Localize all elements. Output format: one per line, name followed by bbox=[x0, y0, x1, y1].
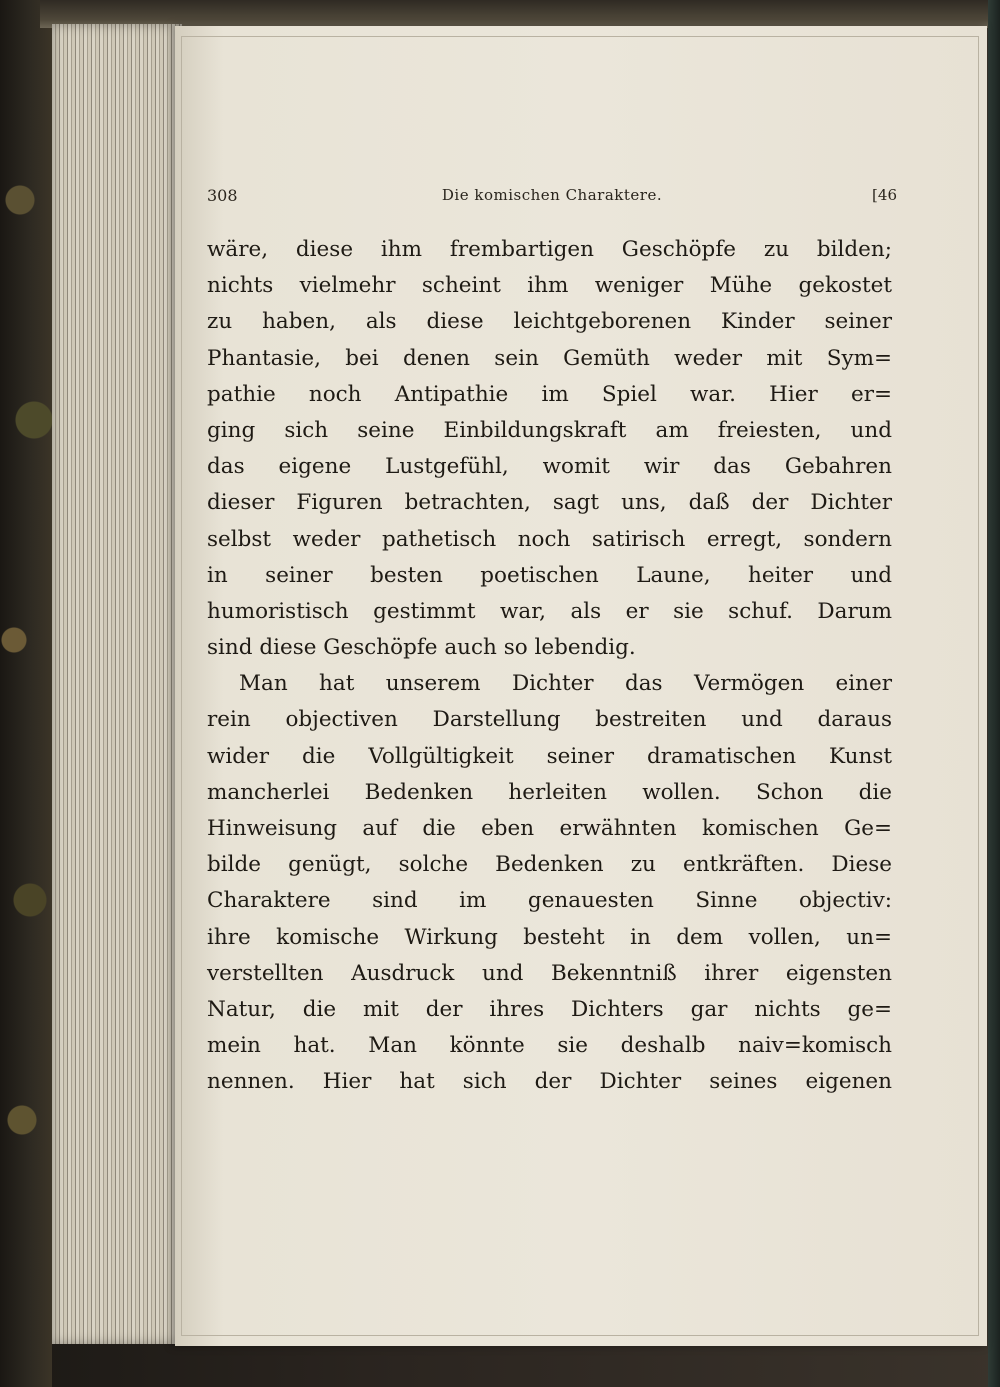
page-number: 308 bbox=[207, 186, 238, 205]
text-line: nennen. Hier hat sich der Dichter seines eigenen bbox=[207, 1069, 892, 1095]
text-line: humoristisch gestimmt war, als er sie schuf. Darum bbox=[207, 598, 892, 624]
paragraph-1 bbox=[207, 232, 892, 666]
text-line: zu haben, als diese leichtgeborenen Kinder seiner bbox=[207, 309, 892, 335]
text-line: Man hat unserem Dichter das Vermögen einer bbox=[239, 671, 892, 697]
running-header bbox=[207, 186, 897, 210]
text-line: ihre komische Wirkung besteht in dem vollen, un= bbox=[207, 924, 892, 950]
text-line: das eigene Lustgefühl, womit wir das Gebahren bbox=[207, 454, 892, 480]
text-line: verstellten Ausdruck und Bekenntniß ihrer eigensten bbox=[207, 960, 892, 986]
text-line: sind diese Geschöpfe auch so lebendig. bbox=[207, 635, 636, 661]
text-line: in seiner besten poetischen Laune, heiter und bbox=[207, 562, 892, 588]
marbled-cover-edge bbox=[0, 0, 52, 1387]
text-line: bilde genügt, solche Bedenken zu entkräften. Diese bbox=[207, 852, 892, 878]
text-line: mancherlei Bedenken herleiten wollen. Schon die bbox=[207, 779, 892, 805]
cloth-spine-edge bbox=[988, 0, 1000, 1387]
book-top-edge bbox=[40, 0, 1000, 28]
text-line: Hinweisung auf die eben erwähnten komischen Ge= bbox=[207, 816, 892, 841]
running-title: Die komischen Charaktere. bbox=[441, 186, 663, 204]
text-line: Natur, die mit der ihres Dichters gar nichts ge= bbox=[207, 996, 892, 1022]
text-line: selbst weder pathetisch noch satirisch erregt, sondern bbox=[207, 526, 892, 552]
body-text bbox=[207, 232, 892, 1101]
signature-mark: [46 bbox=[872, 186, 897, 204]
text-line: mein hat. Man könnte sie deshalb naiv=komisch bbox=[207, 1033, 892, 1059]
stacked-page-edges bbox=[52, 24, 182, 1344]
text-line: Charaktere sind im genauesten Sinne objectiv: bbox=[207, 888, 892, 914]
text-line: dieser Figuren betrachten, sagt uns, daß der Dichter bbox=[207, 490, 892, 516]
text-line: nichts vielmehr scheint ihm weniger Mühe gekostet bbox=[207, 273, 892, 299]
text-line: rein objectiven Darstellung bestreiten und daraus bbox=[207, 707, 892, 733]
text-line: ging sich seine Einbildungskraft am freiesten, und bbox=[207, 417, 892, 443]
text-line: wäre, diese ihm frembartigen Geschöpfe zu bilden; bbox=[207, 237, 892, 262]
text-line: pathie noch Antipathie im Spiel war. Hier er= bbox=[207, 381, 892, 407]
paragraph-2 bbox=[207, 666, 892, 1100]
text-line: Phantasie, bei denen sein Gemüth weder mit Sym= bbox=[207, 345, 892, 371]
text-line: wider die Vollgültigkeit seiner dramatischen Kunst bbox=[207, 743, 892, 769]
